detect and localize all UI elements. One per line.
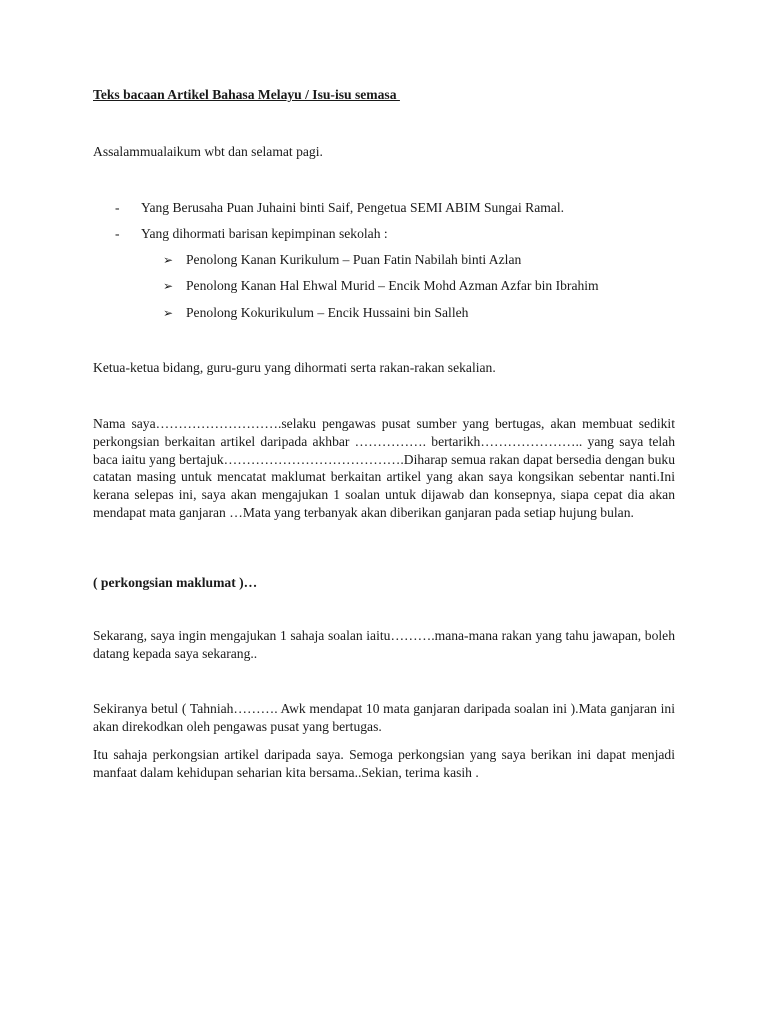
dash-list-item (115, 225, 675, 243)
dash-marker: - (115, 226, 120, 241)
paragraph-ketua: Ketua-ketua bidang, guru-guru yang dihormati serta rakan-rakan sekalian. (93, 360, 496, 375)
arrow-bullet-icon: ➢ (163, 279, 174, 293)
paragraph-penutup: Itu sahaja perkongsian artikel daripada saya. Semoga perkongsian yang saya berikan ini dapat menjadi manfaat dalam kehidupan seharian kita bersama..Sekian, terima kasih . (93, 747, 675, 780)
paragraph-perkongsian: ( perkongsian maklumat )… (93, 575, 258, 590)
greeting-line: Assalammualaikum wbt dan selamat pagi. (93, 144, 323, 159)
dash-list-item (115, 199, 675, 217)
dash-item-text: Yang dihormati barisan kepimpinan sekolah : (141, 226, 388, 241)
dash-item-text: Yang Berusaha Puan Juhaini binti Saif, Pengetua SEMI ABIM Sungai Ramal. (141, 200, 565, 215)
document-page (93, 0, 675, 1024)
sub-list-item (163, 251, 675, 270)
paragraph-sekiranya: Sekiranya betul ( Tahniah………. Awk mendapat 10 mata ganjaran daripada soalan ini ).Mata ganjaran ini akan direkodkan oleh pengawas pusat yang bertugas. (93, 701, 675, 734)
paragraph-nama: Nama saya……………………….selaku pengawas pusat sumber yang bertugas, akan membuat sedikit perkongsian berkaitan artikel daripada akhbar ……………. bertarikh………………….. yang saya telah baca iaitu yang bertajuk………………………………….Diharap semua rakan dapat bersedia dengan buku catatan masing untuk mencatat maklumat berkaitan artikel yang akan saya kongsikan sebentar nanti.Ini kerana selepas ini, saya akan mengajukan 1 soalan untuk dijawab dan konsepnya, siapa cepat dia akan mendapat mata ganjaran …Mata yang terbanyak akan diberikan ganjaran pada setiap hujung bulan. (93, 416, 675, 520)
sub-item-text: Penolong Kanan Kurikulum – Puan Fatin Nabilah binti Azlan (186, 252, 522, 267)
arrow-bullet-icon: ➢ (163, 306, 174, 320)
arrow-bullet-icon: ➢ (163, 253, 174, 267)
sub-list-item (163, 304, 675, 323)
dash-marker: - (115, 200, 120, 215)
sub-list-item (163, 277, 675, 296)
sub-item-text: Penolong Kanan Hal Ehwal Murid – Encik Mohd Azman Azfar bin Ibrahim (186, 278, 599, 293)
paragraph-sekarang: Sekarang, saya ingin mengajukan 1 sahaja soalan iaitu……….mana-mana rakan yang tahu jawapan, boleh datang kepada saya sekarang.. (93, 628, 675, 661)
sub-item-text: Penolong Kokurikulum – Encik Hussaini bin Salleh (186, 305, 469, 320)
document-title: Teks bacaan Artikel Bahasa Melayu / Isu-isu semasa (93, 87, 400, 102)
